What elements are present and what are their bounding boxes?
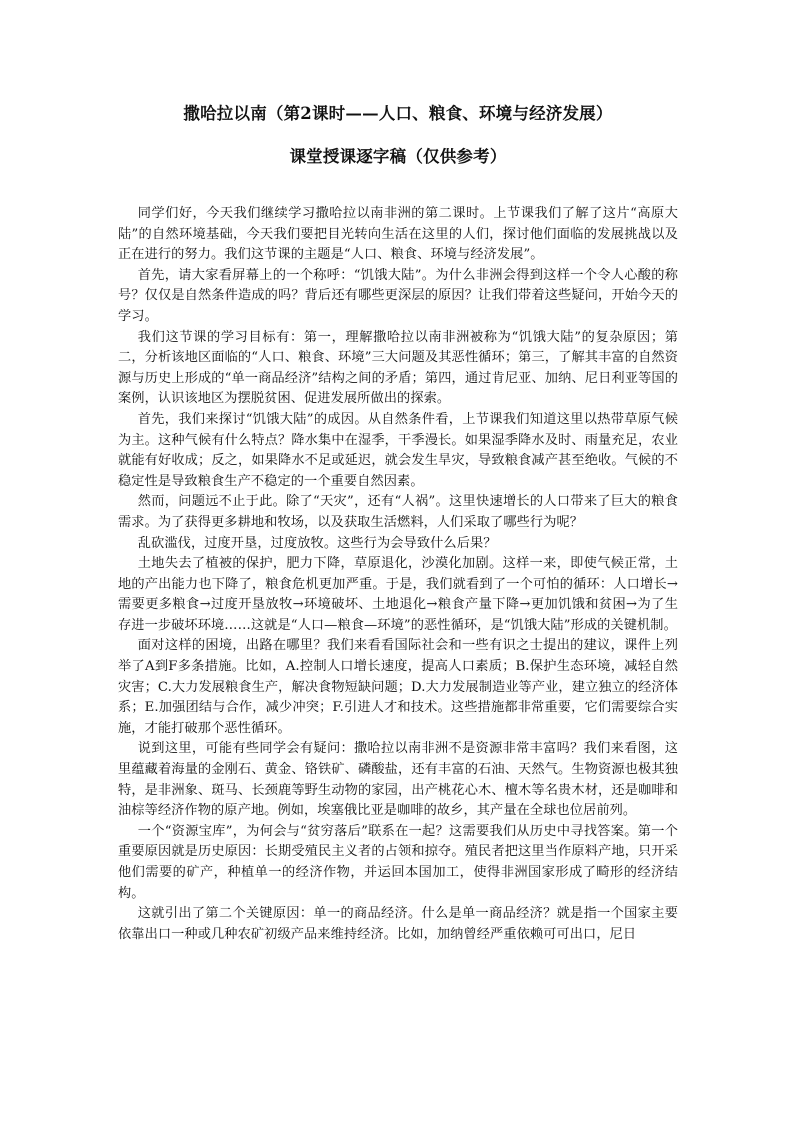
paragraph: 乱砍滥伐，过度开垦，过度放牧。这些行为会导致什么后果？ <box>137 535 497 551</box>
paragraph: 面对这样的困境，出路在哪里？我们来看看国际社会和一些有识之士提出的建议，课件上列举了A到F多条措施。比如，A.控制人口增长速度，提高人口素质；B.保护生态环境，减轻自然灾害；C.大力发展粮食生产，解决食物短缺问题；D.大力发展制造业等产业，建立独立的经济体系；E.加强团结与合作，减少冲突；F.引进人才和技术。这些措施都非常重要，它们需要综合实施，才能打破那个恶性循环。 <box>118 638 679 736</box>
paragraph: 首先，我们来探讨“饥饿大陆”的成因。从自然条件看，上节课我们知道这里以热带草原气候为主。这种气候有什么特点？降水集中在湿季，干季漫长。如果湿季降水及时、雨量充足，农业就能有好收成；反之，如果降水不足或延迟，就会发生旱灾，导致粮食减产甚至绝收。气候的不稳定性是导致粮食生产不稳定的一个重要自然因素。 <box>118 411 678 489</box>
paragraph: 这就引出了第二个关键原因：单一的商品经济。什么是单一商品经济？就是指一个国家主要依靠出口一种或几种农矿初级产品来维持经济。比如，加纳曾经严重依赖可可出口，尼日 <box>118 906 678 942</box>
document-title: 撒哈拉以南（第2课时——人口、粮食、环境与经济发展） <box>183 104 613 123</box>
paragraph: 土地失去了植被的保护，肥力下降，草原退化，沙漠化加剧。这样一来，即使气候正常，土地的产出能力也下降了，粮食危机更加严重。于是，我们就看到了一个可怕的循环：人口增长→需要更多粮食→过度开垦放牧→环境破坏、土地退化→粮食产量下降→更加饥饿和贫困→为了生存进一步破坏环境……这就是“人口—粮食—环境”的恶性循环，是“饥饿大陆”形成的关键机制。 <box>118 556 678 633</box>
paragraph: 然而，问题远不止于此。除了“天灾”，还有“人祸”。这里快速增长的人口带来了巨大的粮食需求。为了获得更多耕地和牧场，以及获取生活燃料，人们采取了哪些行为呢？ <box>118 494 678 530</box>
paragraph: 同学们好，今天我们继续学习撒哈拉以南非洲的第二课时。上节课我们了解了这片“高原大陆”的自然环境基础，今天我们要把目光转向生活在这里的人们，探讨他们面临的发展挑战以及正在进行的努力。我们这节课的主题是“人口、粮食、环境与经济发展”。 <box>118 206 678 263</box>
document-page <box>118 103 678 945</box>
paragraph: 我们这节课的学习目标有：第一，理解撒哈拉以南非洲被称为“饥饿大陆”的复杂原因；第二，分析该地区面临的“人口、粮食、环境”三大问题及其恶性循环；第三，了解其丰富的自然资源与历史上形成的“单一商品经济”结构之间的矛盾；第四，通过肯尼亚、加纳、尼日利亚等国的案例，认识该地区为摆脱贫困、促进发展所做出的探索。 <box>118 329 678 407</box>
document-subtitle: 课堂授课逐字稿（仅供参考） <box>289 147 507 166</box>
paragraph: 说到这里，可能有些同学会有疑问：撒哈拉以南非洲不是资源非常丰富吗？我们来看图，这里蕴藏着海量的金刚石、黄金、铬铁矿、磷酸盐，还有丰富的石油、天然气。生物资源也极其独特，是非洲象、斑马、长颈鹿等野生动物的家园，出产桃花心木、檀木等名贵木材，还是咖啡和油棕等经济作物的原产地。例如，埃塞俄比亚是咖啡的故乡，其产量在全球也位居前列。 <box>118 741 678 819</box>
paragraph: 一个“资源宝库”，为何会与“贫穷落后”联系在一起？这需要我们从历史中寻找答案。第一个重要原因就是历史原因：长期受殖民主义者的占领和掠夺。殖民者把这里当作原料产地，只开采他们需要的矿产，种植单一的经济作物，并运回本国加工，使得非洲国家形成了畸形的经济结构。 <box>118 823 678 901</box>
paragraph: 首先，请大家看屏幕上的一个称呼：“饥饿大陆”。为什么非洲会得到这样一个令人心酸的称号？仅仅是自然条件造成的吗？背后还有哪些更深层的原因？让我们带着这些疑问，开始今天的学习。 <box>118 267 678 324</box>
document-body <box>118 204 678 945</box>
